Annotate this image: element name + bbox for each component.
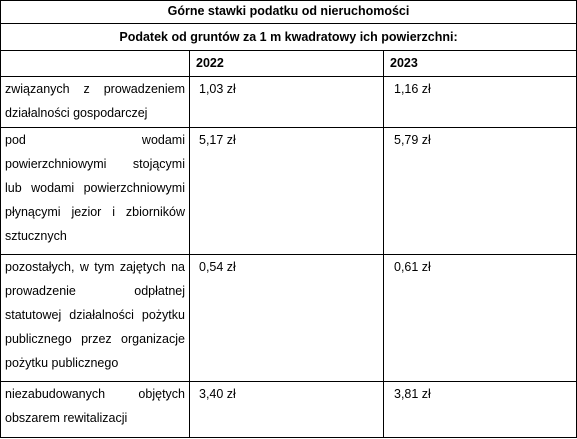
table-title: Górne stawki podatku od nieruchomości [167, 4, 410, 18]
row-2-label: pod wodami powierzchniowymi stojącymi lub wodami powierzchniowymi płynącymi jezior i zbiorników sztucznych [5, 133, 185, 243]
row-4-value-2023: 3,81 zł [394, 387, 431, 401]
row-4-value-2022: 3,40 zł [199, 387, 236, 401]
row-3-label: pozostałych, w tym zajętych na prowadzenie odpłatnej statutowej działalności pożytku publicznego przez organizacje pożytku publicznego [5, 260, 185, 370]
year-2023-header: 2023 [390, 56, 418, 70]
row-1-value-2023: 1,16 zł [394, 82, 431, 96]
row-3-value-2022: 0,54 zł [199, 260, 236, 274]
table-subtitle: Podatek od gruntów za 1 m kwadratowy ich powierzchni: [119, 30, 458, 44]
rule-below-subtitle [0, 50, 577, 51]
rule-bottom [0, 437, 577, 438]
rule-left [0, 0, 1, 438]
row-2-value-2022: 5,17 zł [199, 133, 236, 147]
row-2-value-2023: 5,79 zł [394, 133, 431, 147]
rule-col-2 [383, 50, 384, 438]
row-3-value-2023: 0,61 zł [394, 260, 431, 274]
rule-col-1 [189, 50, 190, 438]
row-1-label: związanych z prowadzeniem działalności gospodarczej [5, 82, 185, 120]
row-4-label: niezabudowanych objętych obszarem rewitalizacji [5, 387, 185, 425]
year-2022-header: 2022 [196, 56, 224, 70]
row-1-value-2022: 1,03 zł [199, 82, 236, 96]
